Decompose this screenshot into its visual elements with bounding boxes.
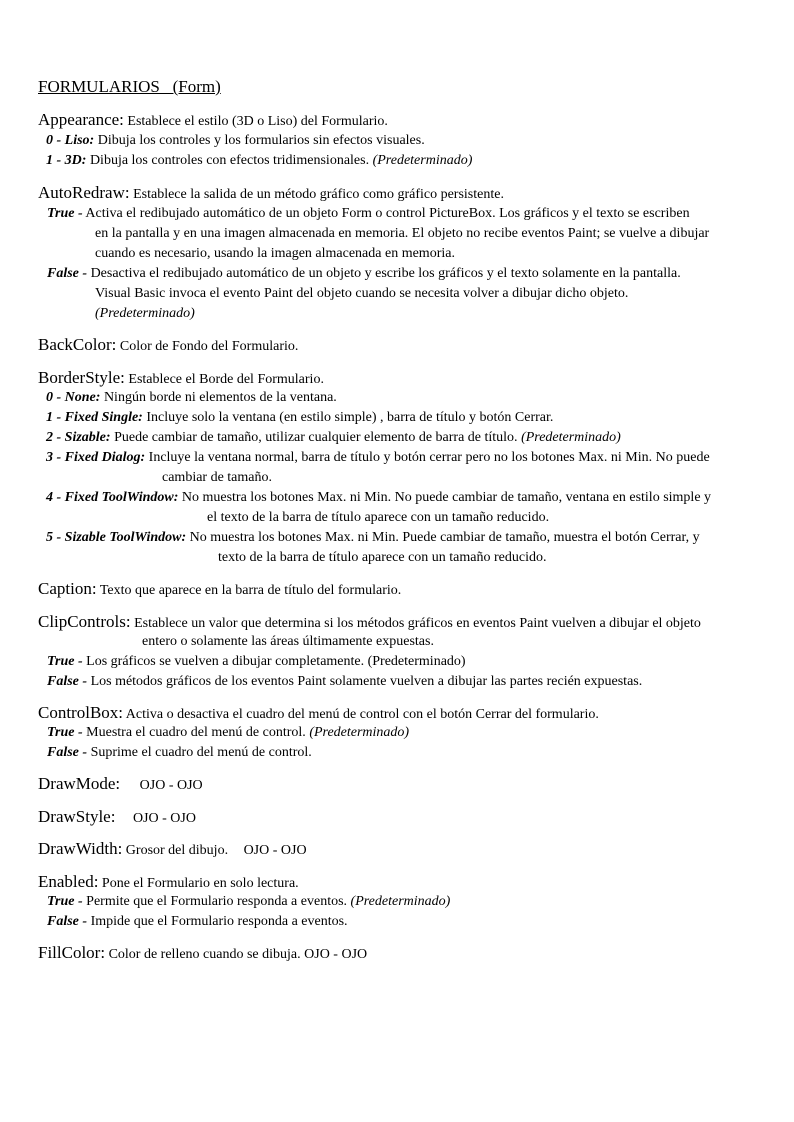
option-text: Los gráficos se vuelven a dibujar completamente. (Predeterminado) bbox=[86, 654, 466, 669]
property-description: Color de Fondo del Formulario. bbox=[119, 339, 299, 354]
default-note: (Predeterminado) bbox=[309, 725, 410, 740]
option-line bbox=[46, 490, 711, 506]
property-name: BorderStyle: bbox=[38, 368, 125, 387]
option-label: 4 - Fixed ToolWindow: bbox=[46, 490, 179, 505]
option-label: False - bbox=[47, 914, 88, 929]
property-description: Activa o desactiva el cuadro del menú de control con el botón Cerrar del formulario. bbox=[125, 707, 599, 722]
property-name: DrawStyle: bbox=[38, 807, 116, 826]
default-note: (Predeterminado) bbox=[95, 306, 195, 321]
option-text: Incluye solo la ventana (en estilo simple) , barra de título y botón Cerrar. bbox=[146, 410, 554, 425]
section-backcolor bbox=[38, 335, 298, 355]
property-name: ControlBox: bbox=[38, 703, 124, 722]
property-description: Establece el estilo (3D o Liso) del Formulario. bbox=[127, 114, 388, 129]
option-text: Desactiva el redibujado automático de un objeto y escribe los gráficos y el texto solamente en la pantalla. bbox=[90, 266, 681, 281]
property-name: Caption: bbox=[38, 579, 97, 598]
option-text: Los métodos gráficos de los eventos Paint solamente vuelven a dibujar las partes recién expuestas. bbox=[90, 674, 643, 689]
option-text-continued: el texto de la barra de título aparece con un tamaño reducido. bbox=[207, 510, 550, 525]
option-label: 1 - Fixed Single: bbox=[46, 410, 143, 425]
option-line bbox=[46, 153, 472, 169]
option-label: 3 - Fixed Dialog: bbox=[46, 450, 146, 465]
property-description: OJO - OJO bbox=[132, 811, 196, 826]
option-label: True - bbox=[47, 894, 83, 909]
option-text: Activa el redibujado automático de un objeto Form o control PictureBox. Los gráficos y el texto se escriben bbox=[85, 206, 690, 221]
property-description: Pone el Formulario en solo lectura. bbox=[101, 876, 299, 891]
property-name: BackColor: bbox=[38, 335, 117, 354]
section-appearance bbox=[38, 110, 388, 130]
option-line bbox=[46, 530, 700, 546]
property-description: Texto que aparece en la barra de título del formulario. bbox=[99, 583, 402, 598]
section-drawmode bbox=[38, 774, 203, 794]
option-text-continued: texto de la barra de título aparece con un tamaño reducido. bbox=[218, 550, 547, 565]
option-line bbox=[47, 266, 681, 282]
property-description: Establece la salida de un método gráfico como gráfico persistente. bbox=[133, 187, 504, 202]
property-name: ClipControls: bbox=[38, 612, 131, 631]
option-line bbox=[47, 745, 312, 761]
option-label: 2 - Sizable: bbox=[46, 430, 111, 445]
option-text: Impide que el Formulario responda a eventos. bbox=[90, 914, 348, 929]
property-description-continued: entero o solamente las áreas últimamente expuestas. bbox=[142, 634, 434, 649]
property-description: Color de relleno cuando se dibuja. OJO - OJO bbox=[108, 947, 368, 962]
property-name: FillColor: bbox=[38, 943, 106, 962]
option-line bbox=[46, 390, 337, 406]
option-label: True - bbox=[47, 654, 83, 669]
option-line bbox=[47, 674, 642, 690]
option-label: True - bbox=[47, 725, 83, 740]
option-label: 5 - Sizable ToolWindow: bbox=[46, 530, 187, 545]
option-text: Ningún borde ni elementos de la ventana. bbox=[103, 390, 337, 405]
property-description: OJO - OJO bbox=[139, 778, 203, 793]
section-borderstyle bbox=[38, 368, 324, 388]
option-text: No muestra los botones Max. ni Min. No puede cambiar de tamaño, ventana en estilo simple y bbox=[181, 490, 712, 505]
option-text: Suprime el cuadro del menú de control. bbox=[90, 745, 312, 760]
option-text: No muestra los botones Max. ni Min. Puede cambiar de tamaño, muestra el botón Cerrar, y bbox=[189, 530, 700, 545]
option-text: Muestra el cuadro del menú de control. bbox=[86, 725, 306, 740]
page-title: FORMULARIOS (Form) bbox=[38, 77, 221, 96]
property-name: DrawMode: bbox=[38, 774, 121, 793]
option-line bbox=[46, 450, 710, 466]
property-name: Enabled: bbox=[38, 872, 99, 891]
option-label: True - bbox=[47, 206, 83, 221]
default-note: (Predeterminado) bbox=[372, 153, 473, 168]
section-controlbox bbox=[38, 703, 599, 723]
option-line bbox=[47, 914, 348, 930]
property-description: Establece el Borde del Formulario. bbox=[128, 372, 324, 387]
default-note: (Predeterminado) bbox=[350, 894, 451, 909]
section-clipcontrols bbox=[38, 612, 701, 632]
option-label: 1 - 3D: bbox=[46, 153, 87, 168]
option-text-continued: Visual Basic invoca el evento Paint del objeto cuando se necesita volver a dibujar dicho objeto. bbox=[95, 286, 629, 301]
option-text: Permite que el Formulario responda a eventos. bbox=[86, 894, 348, 909]
section-autoredraw bbox=[38, 183, 504, 203]
option-text: Dibuja los controles y los formularios sin efectos visuales. bbox=[97, 133, 425, 148]
option-line bbox=[46, 133, 425, 149]
option-text: Dibuja los controles con efectos tridimensionales. bbox=[89, 153, 370, 168]
property-name: DrawWidth: bbox=[38, 839, 123, 858]
option-text-continued: cambiar de tamaño. bbox=[162, 470, 273, 485]
option-label: 0 - None: bbox=[46, 390, 101, 405]
section-fillcolor bbox=[38, 943, 367, 963]
default-note: (Predeterminado) bbox=[521, 430, 621, 445]
option-text-continued: cuando es necesario, usando la imagen almacenada en memoria. bbox=[95, 246, 455, 261]
option-label: False - bbox=[47, 674, 88, 689]
option-text: Incluye la ventana normal, barra de título y botón cerrar pero no los botones Max. ni Min. No puede bbox=[148, 450, 710, 465]
section-drawstyle bbox=[38, 807, 196, 827]
section-enabled bbox=[38, 872, 299, 892]
option-label: 0 - Liso: bbox=[46, 133, 95, 148]
property-description: Establece un valor que determina si los métodos gráficos en eventos Paint vuelven a dibujar el objeto bbox=[134, 616, 701, 631]
property-note: OJO - OJO bbox=[243, 843, 307, 858]
option-line bbox=[47, 206, 690, 222]
property-description: Grosor del dibujo. bbox=[125, 843, 229, 858]
option-line bbox=[47, 654, 466, 670]
option-line bbox=[47, 725, 409, 741]
option-text: Puede cambiar de tamaño, utilizar cualquier elemento de barra de título. bbox=[114, 430, 518, 445]
property-name: AutoRedraw: bbox=[38, 183, 130, 202]
option-label: False - bbox=[47, 266, 88, 281]
option-line bbox=[46, 410, 553, 426]
property-name: Appearance: bbox=[38, 110, 124, 129]
section-drawwidth bbox=[38, 839, 307, 859]
option-line bbox=[46, 430, 621, 446]
section-caption bbox=[38, 579, 401, 599]
option-line bbox=[47, 894, 450, 910]
option-text-continued: en la pantalla y en una imagen almacenada en memoria. El objeto no recibe eventos Paint; se vuelve a dibujar bbox=[95, 226, 710, 241]
option-label: False - bbox=[47, 745, 88, 760]
